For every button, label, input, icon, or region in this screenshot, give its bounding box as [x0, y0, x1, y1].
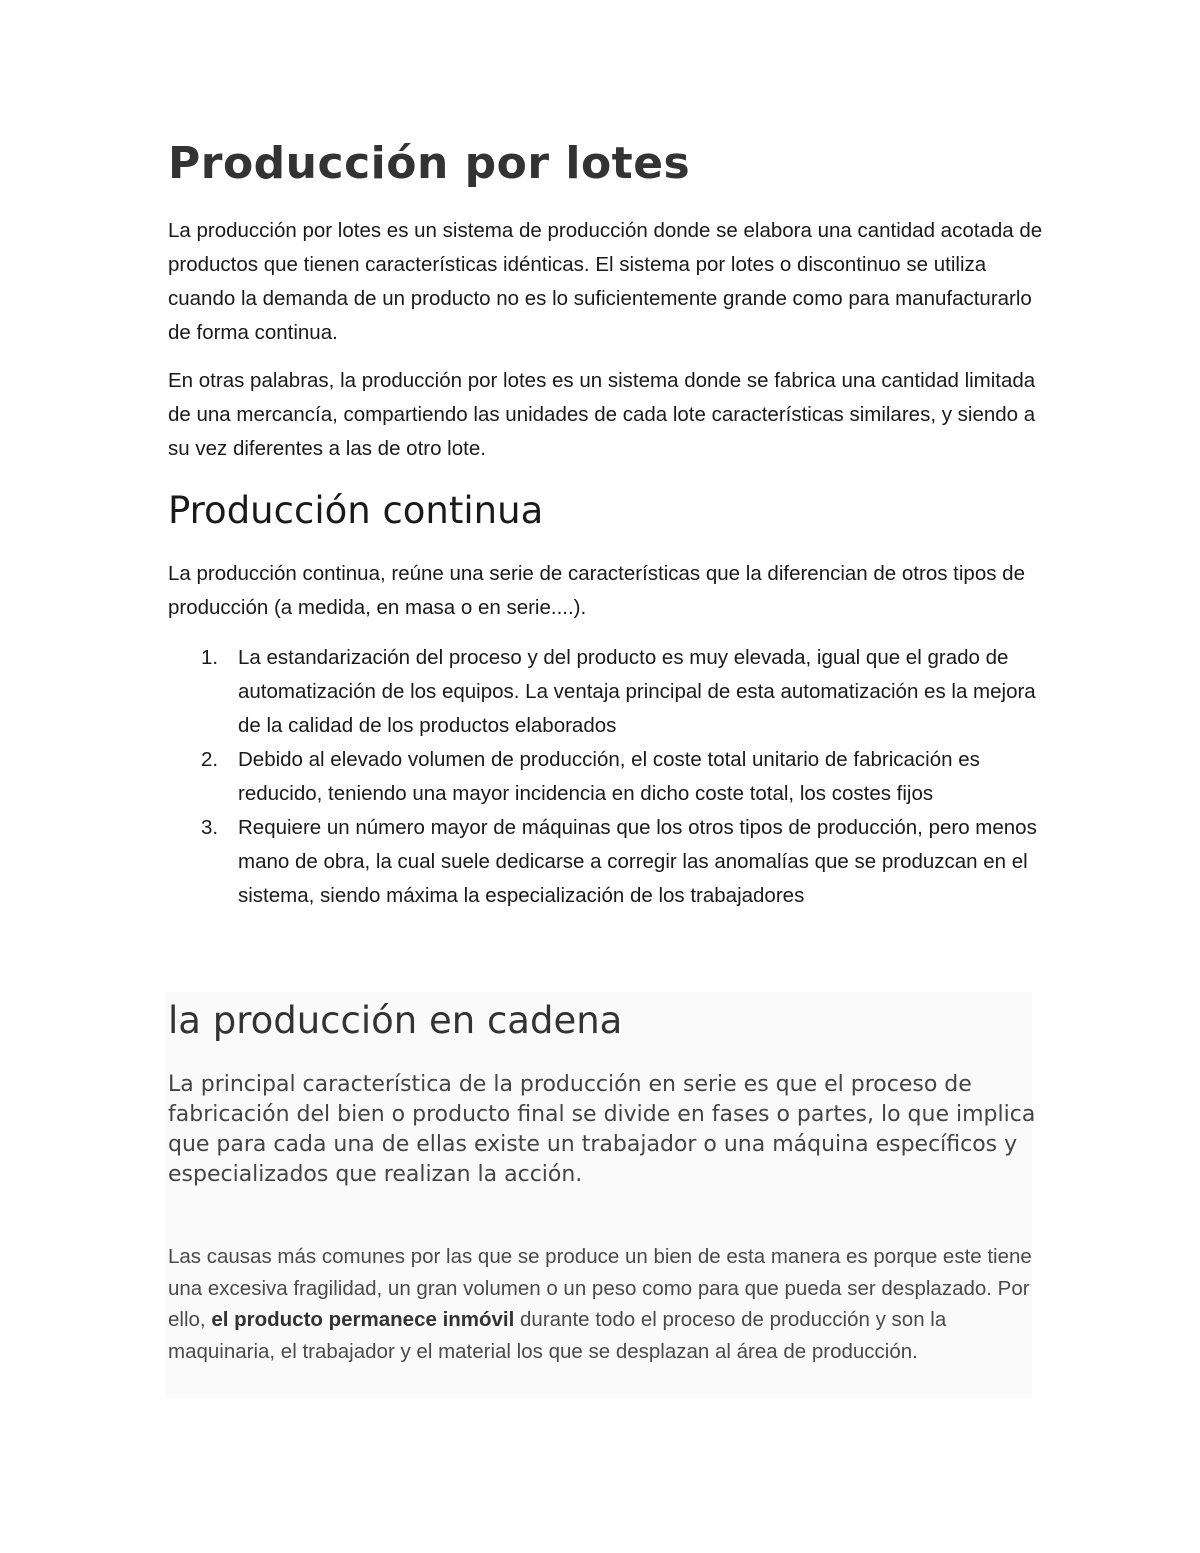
paragraph-batch-definition: La producción por lotes es un sistema de producción donde se elabora una cantidad acotada de productos que tienen características idénticas. El sistema por lotes o discontinuo se utiliza cuando la demanda de un producto no es lo suficientemente grande como para manufacturarlo de forma continua.: [168, 219, 1043, 344]
paragraph-assembly-line-causes: [168, 1241, 1048, 1367]
page-title: Producción por lotes: [168, 138, 691, 189]
list-item: [168, 811, 1048, 913]
list-item: [168, 743, 1048, 811]
characteristics-list: [168, 641, 1048, 913]
paragraph-assembly-line-lead: La principal característica de la producción en serie es que el proceso de fabricación del bien o producto final se divide en fases o partes, lo que implica que para cada una de ellas existe un trabajador o una máquina específicos y especializados que realizan la acción.: [168, 1072, 1036, 1187]
paragraph-continuous-intro: La producción continua, reúne una serie de características que la diferencian de otros tipos de producción (a medida, en masa o en serie....).: [168, 562, 1025, 619]
list-item-number: 3.: [201, 816, 219, 839]
causes-text-start: Las causas más comunes por las que se produce un bien de esta manera es porque este tiene una excesiva fragilidad, un gran volumen o un peso como para que pueda ser desplazado. Por ello,: [168, 1245, 1032, 1331]
paragraph-batch-other-words: En otras palabras, la producción por lotes es un sistema donde se fabrica una cantidad limitada de una mercancía, compartiendo las unidades de cada lote características similares, y siendo a su vez diferentes a las de otro lote.: [168, 369, 1036, 460]
list-item-text: Debido al elevado volumen de producción, el coste total unitario de fabricación es reducido, teniendo una mayor incidencia en dicho coste total, los costes fijos: [238, 748, 980, 805]
heading-continuous-production: Producción continua: [168, 489, 544, 532]
causes-text-emphasis: el producto permanece inmóvil: [211, 1308, 515, 1331]
list-item-number: 2.: [201, 748, 219, 771]
list-item: [168, 641, 1048, 743]
list-item-text: Requiere un número mayor de máquinas que los otros tipos de producción, pero menos mano de obra, la cual suele dedicarse a corregir las anomalías que se produzcan en el sistema, siendo máxima la especialización de los trabajadores: [238, 816, 1037, 907]
list-item-text: La estandarización del proceso y del producto es muy elevada, igual que el grado de automatización de los equipos. La ventaja principal de esta automatización es la mejora de la calidad de los productos elaborados: [238, 646, 1036, 737]
causes-text-end: durante todo el proceso de producción y son la maquinaria, el trabajador y el material los que se desplazan al área de producción.: [168, 1308, 947, 1363]
heading-assembly-line: la producción en cadena: [168, 999, 623, 1042]
list-item-number: 1.: [201, 646, 219, 669]
